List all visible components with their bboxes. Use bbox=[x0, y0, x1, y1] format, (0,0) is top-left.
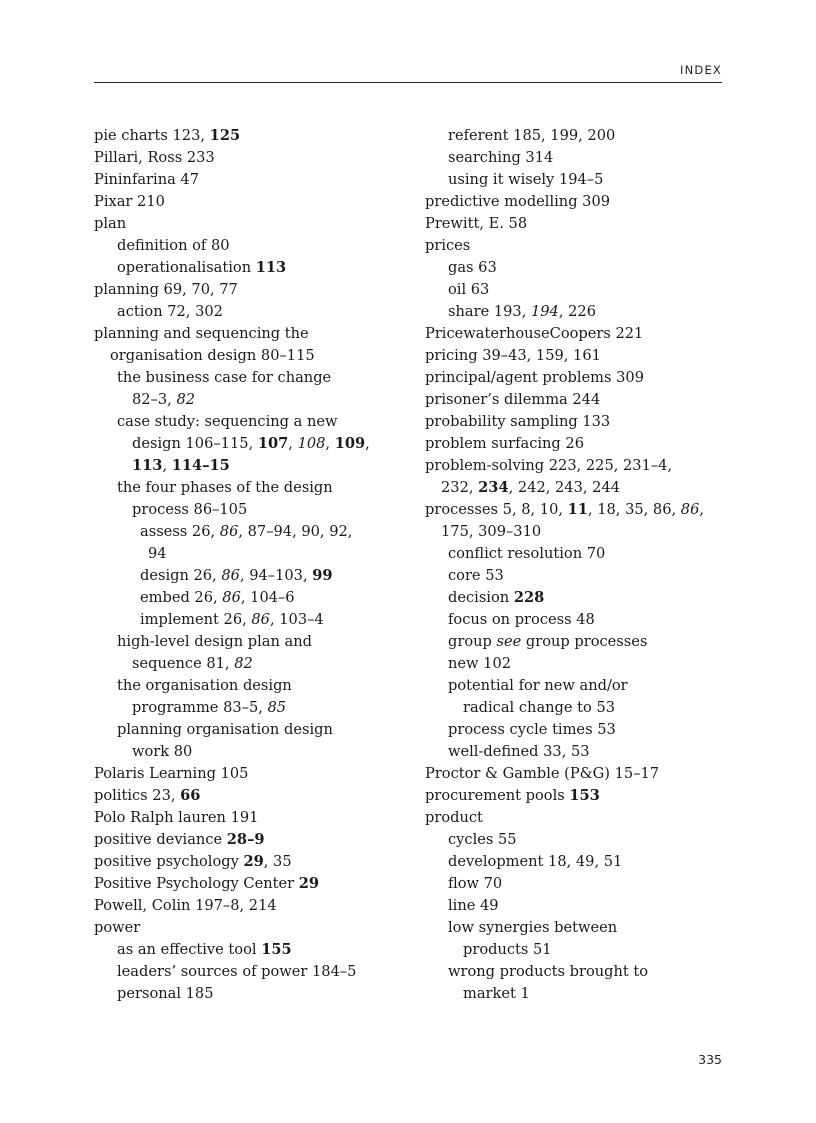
index-entry bbox=[94, 521, 394, 543]
index-entry bbox=[94, 741, 394, 763]
entry-text: positive deviance bbox=[94, 831, 227, 848]
index-entry bbox=[425, 653, 725, 675]
entry-text: processes 5, 8, 10, bbox=[425, 501, 568, 518]
entry-text: oil 63 bbox=[448, 281, 490, 298]
entry-text: 232, bbox=[441, 479, 479, 496]
bold-page-ref: 125 bbox=[209, 127, 241, 144]
index-entry bbox=[94, 257, 394, 279]
bold-page-ref: 99 bbox=[312, 567, 333, 584]
entry-text: searching 314 bbox=[448, 149, 554, 166]
index-entry bbox=[425, 895, 725, 917]
index-entry bbox=[425, 301, 725, 323]
entry-text: prisoner’s dilemma 244 bbox=[425, 391, 601, 408]
entry-text: Powell, Colin 197–8, 214 bbox=[94, 897, 277, 914]
entry-text: conflict resolution 70 bbox=[448, 545, 606, 562]
entry-text: using it wisely 194–5 bbox=[448, 171, 604, 188]
index-entry bbox=[94, 191, 394, 213]
italic-page-ref: 85 bbox=[267, 699, 287, 716]
bold-page-ref: 29 bbox=[298, 875, 320, 892]
header-rule bbox=[94, 82, 722, 83]
entry-text: 94 bbox=[148, 545, 167, 562]
entry-text: high-level design plan and bbox=[117, 633, 312, 650]
index-entry bbox=[425, 565, 725, 587]
italic-page-ref: 82 bbox=[234, 655, 253, 672]
index-entry bbox=[94, 873, 394, 895]
entry-text: planning and sequencing the bbox=[94, 325, 309, 342]
entry-text: Pillari, Ross 233 bbox=[94, 149, 215, 166]
running-head: INDEX bbox=[680, 63, 722, 77]
entry-text: referent 185, 199, 200 bbox=[448, 127, 616, 144]
entry-text: cycles 55 bbox=[448, 831, 517, 848]
index-entry bbox=[425, 499, 725, 521]
italic-page-ref: 86 bbox=[251, 611, 270, 628]
entry-text: the organisation design bbox=[117, 677, 292, 694]
index-entry bbox=[94, 125, 394, 147]
entry-text: , bbox=[288, 435, 298, 452]
index-entry bbox=[94, 565, 394, 587]
entry-text: Polaris Learning 105 bbox=[94, 765, 249, 782]
entry-text: , bbox=[162, 457, 172, 474]
index-entry bbox=[425, 741, 725, 763]
entry-text: Proctor & Gamble (P&G) 15–17 bbox=[425, 765, 660, 782]
index-entry bbox=[94, 807, 394, 829]
page-number: 335 bbox=[698, 1052, 722, 1067]
index-entry bbox=[94, 983, 394, 1005]
index-entry bbox=[425, 697, 725, 719]
index-entry bbox=[94, 851, 394, 873]
entry-text: , 103–4 bbox=[269, 611, 324, 628]
entry-text: PricewaterhouseCoopers 221 bbox=[425, 325, 644, 342]
index-entry bbox=[425, 389, 725, 411]
index-entry bbox=[94, 389, 394, 411]
entry-text: pie charts 123, bbox=[94, 127, 210, 144]
entry-text: action 72, 302 bbox=[117, 303, 223, 320]
index-entry bbox=[425, 675, 725, 697]
entry-text: gas 63 bbox=[448, 259, 497, 276]
entry-text: implement 26, bbox=[140, 611, 252, 628]
index-column-left bbox=[94, 125, 394, 1005]
entry-text: design 106–115, bbox=[132, 435, 258, 452]
italic-page-ref: 86 bbox=[222, 589, 241, 606]
entry-text: line 49 bbox=[448, 897, 499, 914]
index-entry bbox=[94, 763, 394, 785]
index-entry bbox=[425, 609, 725, 631]
bold-page-ref: 234 bbox=[478, 479, 509, 496]
entry-text: Prewitt, E. 58 bbox=[425, 215, 528, 232]
bold-page-ref: 107 bbox=[257, 435, 289, 452]
index-entry bbox=[425, 521, 725, 543]
index-entry bbox=[425, 411, 725, 433]
entry-text: problem-solving 223, 225, 231–4, bbox=[425, 457, 673, 474]
index-entry bbox=[94, 719, 394, 741]
index-entry bbox=[94, 961, 394, 983]
bold-page-ref: 11 bbox=[567, 501, 588, 518]
entry-text: development 18, 49, 51 bbox=[448, 853, 623, 870]
index-entry bbox=[425, 851, 725, 873]
index-entry bbox=[425, 785, 725, 807]
index-entry bbox=[94, 433, 394, 455]
index-entry bbox=[94, 785, 394, 807]
entry-text: 82–3, bbox=[132, 391, 177, 408]
index-entry bbox=[425, 323, 725, 345]
entry-text: well-defined 33, 53 bbox=[448, 743, 590, 760]
entry-text: organisation design 80–115 bbox=[110, 347, 315, 364]
index-entry bbox=[425, 829, 725, 851]
entry-text: , 35 bbox=[263, 853, 292, 870]
index-entry bbox=[425, 719, 725, 741]
index-entry bbox=[94, 279, 394, 301]
entry-text: , 87–94, 90, 92, bbox=[238, 523, 353, 540]
entry-text: focus on process 48 bbox=[448, 611, 595, 628]
entry-text: , bbox=[699, 501, 704, 518]
bold-page-ref: 114–15 bbox=[171, 457, 230, 474]
entry-text: core 53 bbox=[448, 567, 504, 584]
index-entry bbox=[94, 235, 394, 257]
index-entry bbox=[94, 675, 394, 697]
index-entry bbox=[94, 367, 394, 389]
bold-page-ref: 109 bbox=[334, 435, 366, 452]
bold-page-ref: 153 bbox=[569, 787, 600, 804]
bold-page-ref: 228 bbox=[513, 589, 545, 606]
index-entry bbox=[425, 433, 725, 455]
entry-text: radical change to 53 bbox=[463, 699, 616, 716]
entry-text: , 242, 243, 244 bbox=[508, 479, 621, 496]
index-entry bbox=[94, 587, 394, 609]
entry-text: potential for new and/or bbox=[448, 677, 628, 694]
index-entry bbox=[425, 983, 725, 1005]
index-entry bbox=[94, 345, 394, 367]
index-entry bbox=[94, 411, 394, 433]
entry-text: embed 26, bbox=[140, 589, 223, 606]
entry-text: 175, 309–310 bbox=[441, 523, 542, 540]
index-entry bbox=[425, 279, 725, 301]
entry-text: flow 70 bbox=[448, 875, 503, 892]
entry-text: programme 83–5, bbox=[132, 699, 268, 716]
entry-text: as an effective tool bbox=[117, 941, 262, 958]
index-entry bbox=[94, 301, 394, 323]
bold-page-ref: 29 bbox=[243, 853, 264, 870]
index-entry bbox=[425, 873, 725, 895]
bold-page-ref: 66 bbox=[180, 787, 201, 804]
entry-text: assess 26, bbox=[140, 523, 220, 540]
entry-text: planning organisation design bbox=[117, 721, 333, 738]
entry-text: leaders’ sources of power 184–5 bbox=[117, 963, 357, 980]
index-entry bbox=[425, 169, 725, 191]
index-entry bbox=[94, 653, 394, 675]
entry-text: group processes bbox=[521, 633, 648, 650]
entry-text: principal/agent problems 309 bbox=[425, 369, 645, 386]
index-entry bbox=[94, 631, 394, 653]
index-entry bbox=[425, 257, 725, 279]
italic-page-ref: 194 bbox=[530, 303, 559, 320]
bold-page-ref: 28–9 bbox=[226, 831, 265, 848]
entry-text: Pixar 210 bbox=[94, 193, 165, 210]
entry-text: planning 69, 70, 77 bbox=[94, 281, 238, 298]
index-entry bbox=[425, 125, 725, 147]
entry-text: power bbox=[94, 919, 141, 936]
italic-page-ref: 86 bbox=[219, 523, 239, 540]
entry-text: , bbox=[325, 435, 335, 452]
index-column-right bbox=[425, 125, 725, 1005]
index-entry bbox=[425, 213, 725, 235]
index-entry bbox=[94, 147, 394, 169]
index-entry bbox=[94, 499, 394, 521]
index-entry bbox=[94, 697, 394, 719]
entry-text: case study: sequencing a new bbox=[117, 413, 338, 430]
entry-text: the four phases of the design bbox=[117, 479, 333, 496]
index-entry bbox=[425, 191, 725, 213]
entry-text: decision bbox=[448, 589, 514, 606]
index-entry bbox=[94, 323, 394, 345]
index-entry bbox=[425, 939, 725, 961]
index-entry bbox=[425, 147, 725, 169]
entry-text: , 226 bbox=[558, 303, 596, 320]
index-entry bbox=[425, 587, 725, 609]
index-entry bbox=[425, 807, 725, 829]
entry-text: plan bbox=[94, 215, 127, 232]
index-entry bbox=[425, 235, 725, 257]
entry-text: Positive Psychology Center bbox=[94, 875, 299, 892]
index-entry bbox=[425, 917, 725, 939]
entry-text: procurement pools bbox=[425, 787, 570, 804]
entry-text: new 102 bbox=[448, 655, 512, 672]
entry-text: probability sampling 133 bbox=[425, 413, 611, 430]
index-entry bbox=[94, 213, 394, 235]
entry-text: pricing 39–43, 159, 161 bbox=[425, 347, 601, 364]
index-entry bbox=[425, 367, 725, 389]
index-entry bbox=[94, 477, 394, 499]
bold-page-ref: 113 bbox=[132, 457, 163, 474]
index-entry bbox=[425, 455, 725, 477]
entry-text: product bbox=[425, 809, 483, 826]
index-entry bbox=[94, 829, 394, 851]
entry-text: prices bbox=[425, 237, 471, 254]
index-entry bbox=[425, 477, 725, 499]
index-entry bbox=[94, 169, 394, 191]
italic-page-ref: 86 bbox=[680, 501, 700, 518]
entry-text: the business case for change bbox=[117, 369, 332, 386]
entry-text: Pininfarina 47 bbox=[94, 171, 200, 188]
italic-page-ref: 108 bbox=[297, 435, 326, 452]
entry-text: process cycle times 53 bbox=[448, 721, 616, 738]
entry-text: operationalisation bbox=[117, 259, 256, 276]
entry-text: personal 185 bbox=[117, 985, 214, 1002]
entry-text: products 51 bbox=[463, 941, 552, 958]
index-entry bbox=[425, 631, 725, 653]
entry-text: , 104–6 bbox=[240, 589, 295, 606]
entry-text: politics 23, bbox=[94, 787, 181, 804]
entry-text: process 86–105 bbox=[132, 501, 248, 518]
entry-text: share 193, bbox=[448, 303, 531, 320]
entry-text: sequence 81, bbox=[132, 655, 235, 672]
index-entry bbox=[425, 543, 725, 565]
entry-text: definition of 80 bbox=[117, 237, 230, 254]
italic-page-ref: 82 bbox=[176, 391, 196, 408]
entry-text: problem surfacing 26 bbox=[425, 435, 584, 452]
entry-text: Polo Ralph lauren 191 bbox=[94, 809, 259, 826]
entry-text: , 94–103, bbox=[239, 567, 313, 584]
entry-text: low synergies between bbox=[448, 919, 618, 936]
entry-text: wrong products brought to bbox=[448, 963, 649, 980]
entry-text: positive psychology bbox=[94, 853, 244, 870]
bold-page-ref: 155 bbox=[261, 941, 292, 958]
bold-page-ref: 113 bbox=[255, 259, 287, 276]
entry-text: market 1 bbox=[463, 985, 530, 1002]
entry-text: predictive modelling 309 bbox=[425, 193, 611, 210]
entry-text: , 18, 35, 86, bbox=[587, 501, 681, 518]
italic-page-ref: 86 bbox=[221, 567, 240, 584]
entry-text: work 80 bbox=[132, 743, 193, 760]
index-entry bbox=[425, 345, 725, 367]
entry-text: design 26, bbox=[140, 567, 222, 584]
entry-text: group bbox=[448, 633, 497, 650]
index-entry bbox=[94, 609, 394, 631]
index-entry bbox=[94, 895, 394, 917]
entry-text: , bbox=[365, 435, 370, 452]
index-entry bbox=[94, 455, 394, 477]
index-entry bbox=[425, 961, 725, 983]
italic-page-ref: see bbox=[496, 633, 522, 650]
index-entry bbox=[94, 917, 394, 939]
index-entry bbox=[94, 939, 394, 961]
index-entry bbox=[94, 543, 394, 565]
index-entry bbox=[425, 763, 725, 785]
